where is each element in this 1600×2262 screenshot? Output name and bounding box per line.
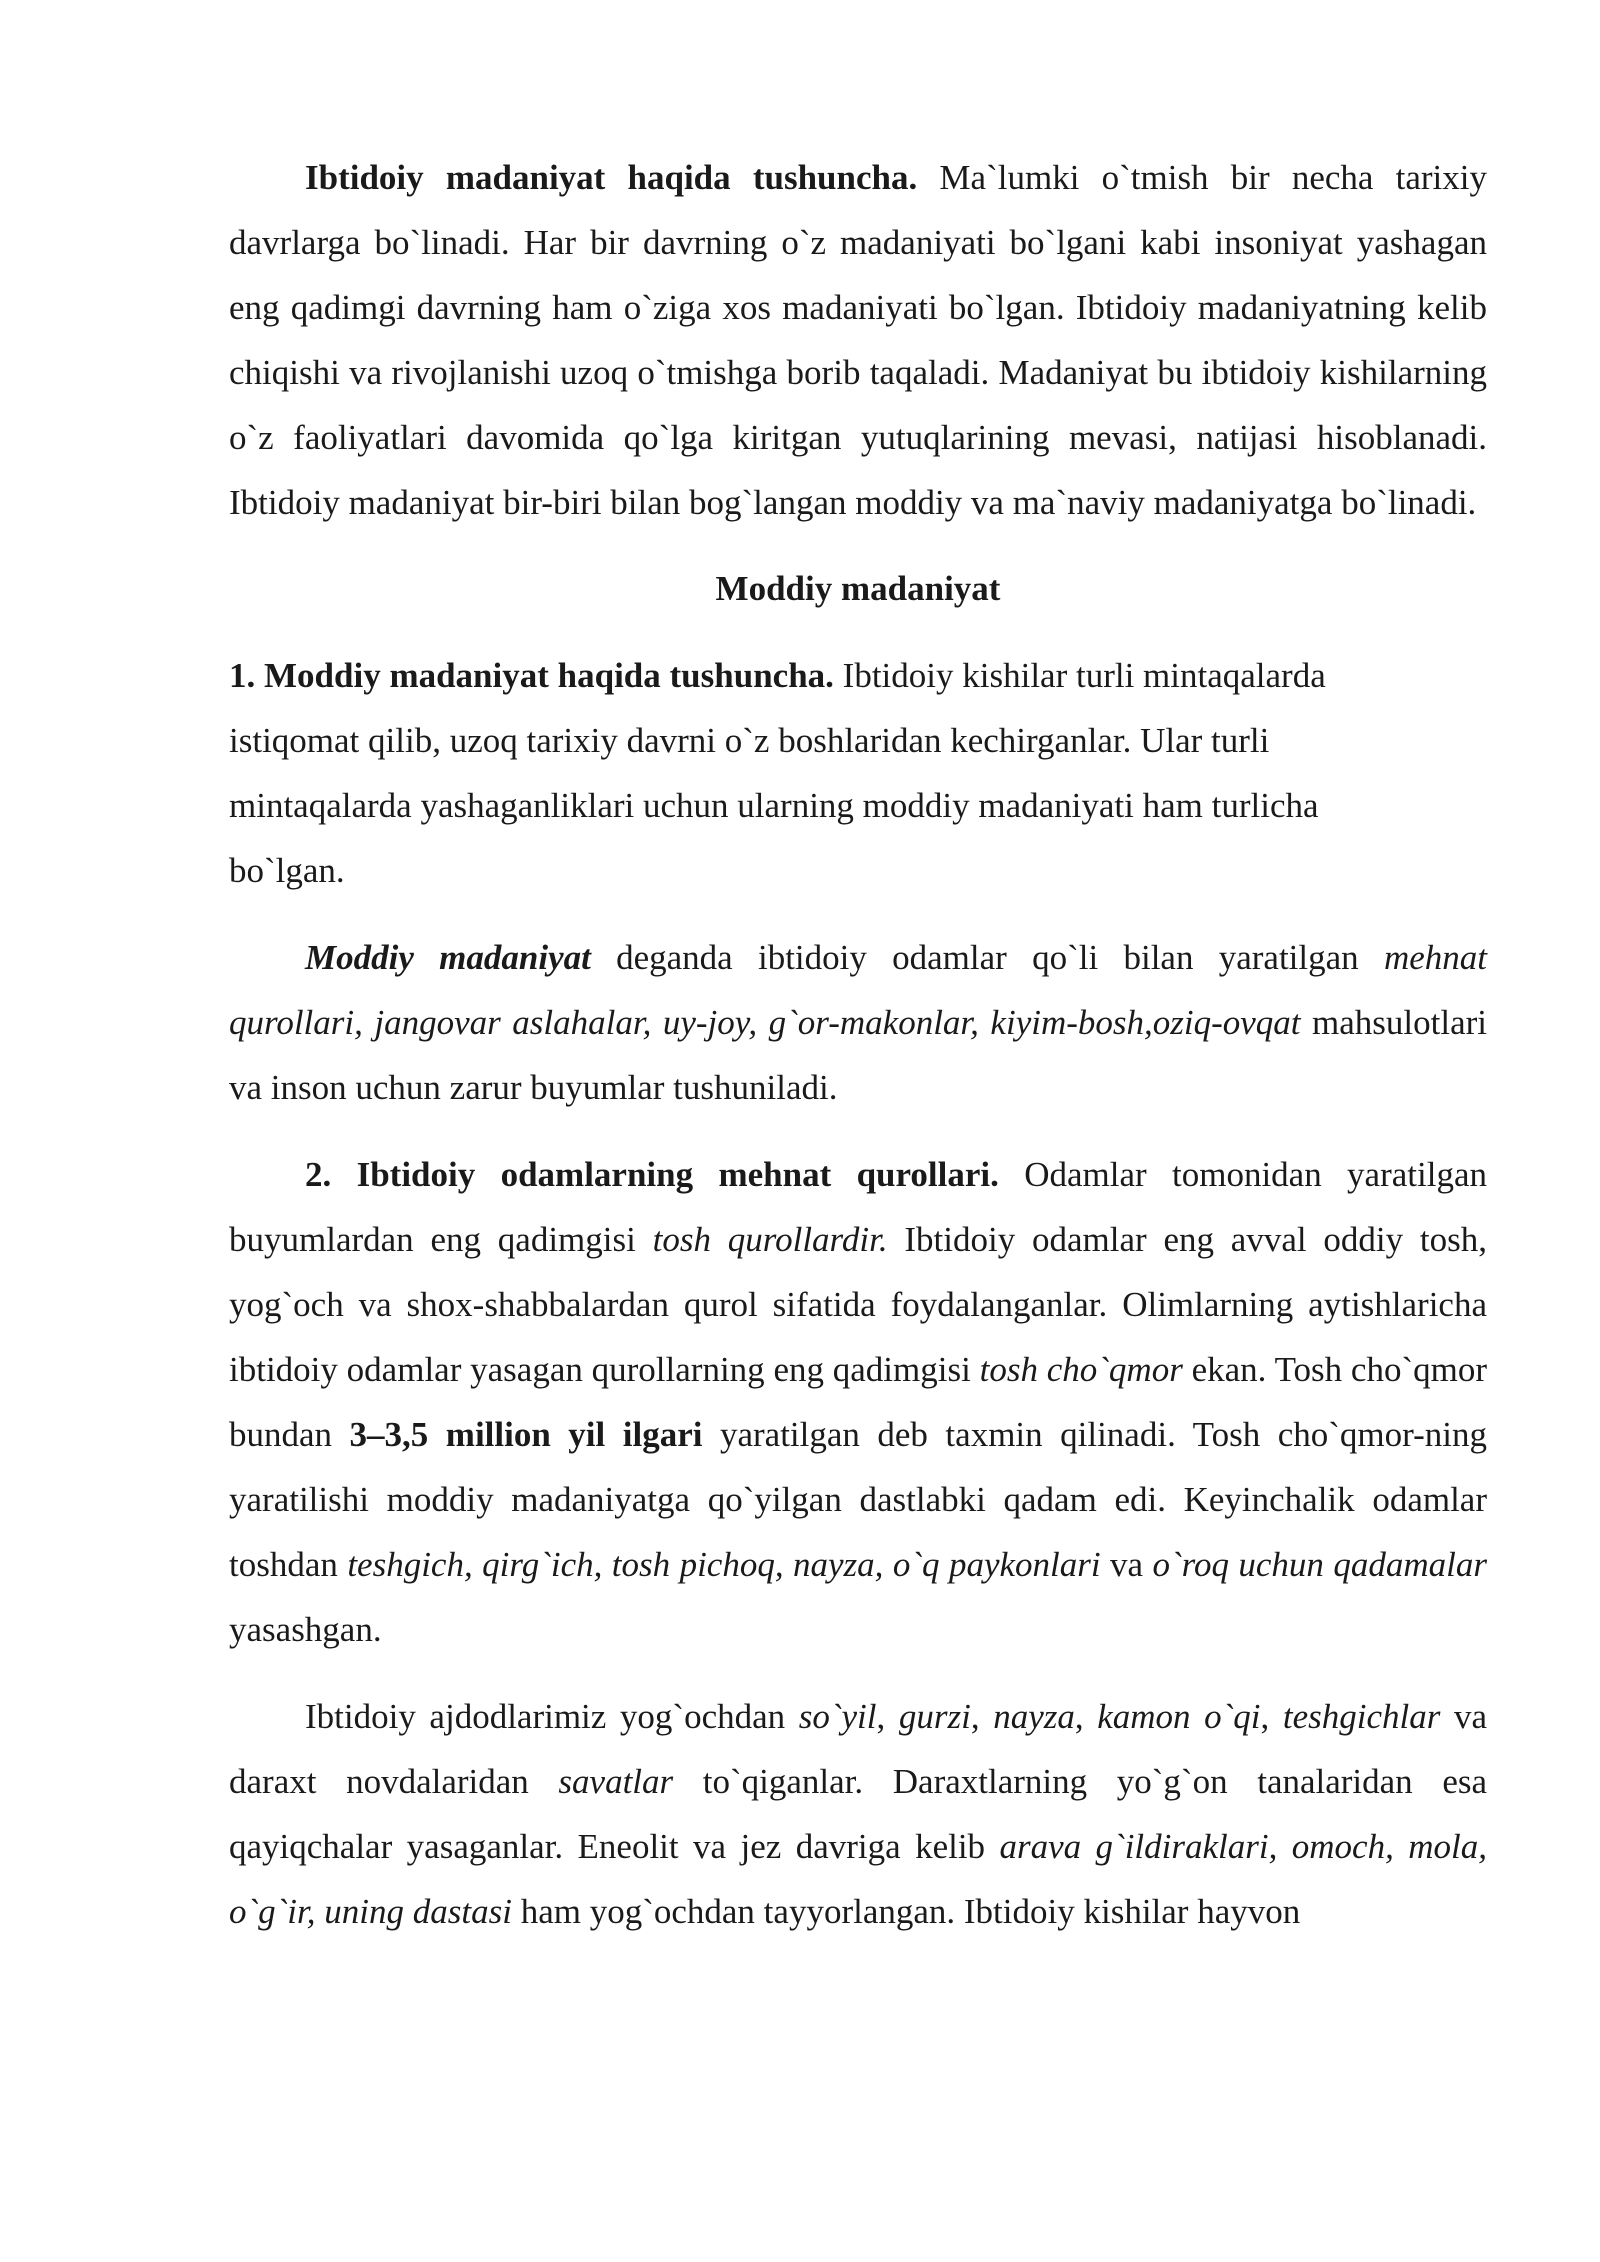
emphasis-text: mehnat qurollari, jangovar aslahalar, uy-joy, g`or-makonlar, kiyim-bosh,oziq-ovqat xyxy=(229,938,1487,1042)
paragraph-text: , xyxy=(1074,1697,1098,1736)
paragraph-text: , xyxy=(876,1697,899,1736)
section-heading: Moddiy madaniyat xyxy=(715,569,1001,608)
paragraph-lead: Moddiy madaniyat xyxy=(305,938,591,977)
paragraph-intro xyxy=(229,145,1487,535)
paragraph-text: yaratilgan deb taxmin qilinadi. Tosh cho`qmor-ning yaratilishi moddiy madaniyatga qo`yilgan dastlabki qadam edi. Keyinchalik odamlar toshdan xyxy=(229,1415,1487,1584)
paragraph-text: ekan. Tosh cho`qmor bundan xyxy=(229,1350,1487,1454)
emphasis-text: tosh qurollardir. xyxy=(652,1220,888,1259)
paragraph-text-line: istiqomat qilib, uzoq tarixiy davrni o`z boshlaridan kechirganlar. Ular turli xyxy=(229,721,1270,760)
paragraph-text-line: bo`lgan. xyxy=(229,851,345,890)
paragraph-text: yasashgan. xyxy=(229,1610,382,1649)
paragraph-text: va daraxt novdalaridan xyxy=(229,1697,1487,1801)
paragraph-wooden-tools xyxy=(229,1684,1487,1944)
paragraph-text: va xyxy=(1100,1545,1153,1584)
emphasis-text: so`yil xyxy=(798,1697,877,1736)
emphasis-text: savatlar xyxy=(558,1762,674,1801)
emphasis-text: gurzi xyxy=(898,1697,971,1736)
paragraph-text: ham yog`ochdan tayyorlangan. Ibtidoiy kishilar hayvon xyxy=(511,1892,1301,1931)
paragraph-text: Odamlar tomonidan yaratilgan buyumlardan eng qadimgisi xyxy=(229,1155,1487,1259)
paragraph-text: Ma`lumki o`tmish bir necha tarixiy davrlarga bo`linadi. Har bir davrning o`z madaniyati bo`lgani kabi insoniyat yashagan eng qadimgi davrning ham o`ziga xos madaniyati bo`lgan. Ibtidoiy madaniyatning kelib chiqishi va rivojlanishi uzoq o`tmishga borib taqaladi. Madaniyat bu ibtidoiy kishilarning o`z faoliyatlari davomida qo`lga kiritgan yutuqlarining mevasi, natijasi hisoblanadi. Ibtidoiy madaniyat bir-biri bilan bog`langan moddiy va ma`naviy madaniyatga bo`linadi. xyxy=(229,158,1487,522)
paragraph-text: , xyxy=(970,1697,994,1736)
bold-text: 3–3,5 million yil ilgari xyxy=(349,1415,703,1454)
paragraph-material-culture-definition xyxy=(229,925,1487,1120)
emphasis-text: teshgichlar xyxy=(1282,1697,1441,1736)
paragraph-labor-tools xyxy=(229,1142,1487,1662)
paragraph-text: , xyxy=(1260,1697,1283,1736)
paragraph-lead: 2. Ibtidoiy odamlarning mehnat qurollari. xyxy=(305,1155,999,1194)
paragraph-text-line: Ibtidoiy kishilar turli mintaqalarda xyxy=(833,656,1326,695)
paragraph-material-culture-concept xyxy=(229,643,1487,903)
paragraph-text-line: mintaqalarda yashaganliklari uchun ularning moddiy madaniyati ham turlicha xyxy=(229,786,1319,825)
paragraph-lead: Ibtidoiy madaniyat haqida tushuncha. xyxy=(305,158,918,197)
emphasis-text: nayza xyxy=(993,1697,1075,1736)
paragraph-text: Ibtidoiy odamlar eng avval oddiy tosh, yog`och va shox-shabbalardan qurol sifatida foydalanganlar. Olimlarning aytishlaricha ibtidoiy odamlar yasagan qurollarning eng qadimgisi xyxy=(229,1220,1487,1389)
emphasis-text: o`roq uchun qadamalar xyxy=(1152,1545,1487,1584)
paragraph-text: deganda ibtidoiy odamlar qo`li bilan yaratilgan xyxy=(590,938,1384,977)
document-page xyxy=(229,145,1487,1944)
paragraph-text: mahsulotlari va inson uchun zarur buyumlar tushuniladi. xyxy=(229,1003,1488,1107)
emphasis-text: tosh cho`qmor xyxy=(979,1350,1183,1389)
emphasis-text: teshgich, qirg`ich, tosh pichoq, nayza, o`q paykonlari xyxy=(347,1545,1101,1584)
paragraph-text: to`qiganlar. Daraxtlarning yo`g`on tanalaridan esa qayiqchalar yasaganlar. Eneolit va jez davriga kelib xyxy=(229,1762,1488,1866)
emphasis-text: arava g`ildiraklari, omoch, mola, o`g`ir, uning dastasi xyxy=(229,1827,1487,1931)
emphasis-text: kamon o`qi xyxy=(1097,1697,1261,1736)
paragraph-lead: 1. Moddiy madaniyat haqida tushuncha. xyxy=(229,656,834,695)
paragraph-text: Ibtidoiy ajdodlarimiz yog`ochdan xyxy=(305,1697,799,1736)
